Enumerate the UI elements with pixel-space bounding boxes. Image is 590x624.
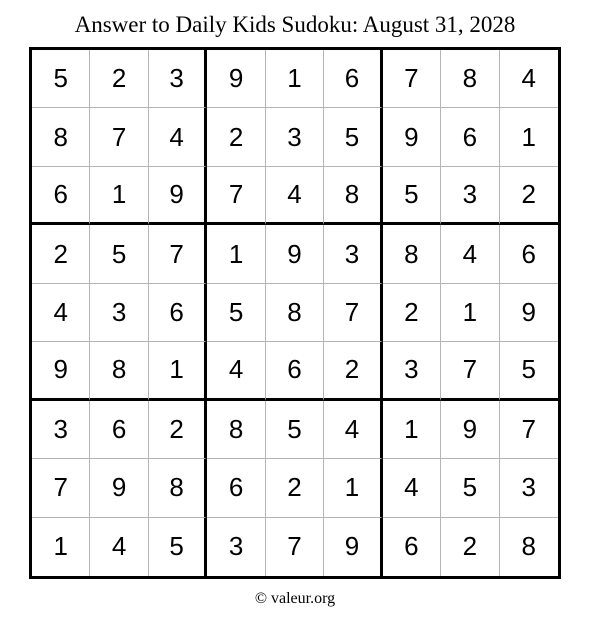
sudoku-cell[interactable]: 1 [500,108,558,166]
sudoku-cell[interactable]: 5 [324,108,382,166]
sudoku-cell[interactable]: 7 [500,401,558,459]
sudoku-cell[interactable]: 5 [500,342,558,400]
sudoku-cell[interactable]: 2 [207,108,265,166]
sudoku-cell[interactable]: 9 [500,284,558,342]
sudoku-cell[interactable]: 3 [383,342,441,400]
sudoku-cell[interactable]: 6 [383,518,441,576]
sudoku-cell[interactable]: 1 [149,342,207,400]
sudoku-cell[interactable]: 5 [32,50,90,108]
sudoku-cell[interactable]: 3 [207,518,265,576]
sudoku-cell[interactable]: 2 [266,459,324,517]
sudoku-cell[interactable]: 3 [500,459,558,517]
sudoku-cell[interactable]: 4 [32,284,90,342]
sudoku-cell[interactable]: 1 [324,459,382,517]
sudoku-cell[interactable]: 6 [500,225,558,283]
sudoku-cell[interactable]: 3 [266,108,324,166]
sudoku-cell[interactable]: 7 [324,284,382,342]
copyright-footer: © valeur.org [254,590,336,607]
sudoku-cell[interactable]: 6 [90,401,148,459]
sudoku-cell[interactable]: 3 [149,50,207,108]
sudoku-cell[interactable]: 6 [207,459,265,517]
sudoku-cell[interactable]: 2 [32,225,90,283]
sudoku-cell[interactable]: 1 [90,167,148,225]
sudoku-cell[interactable]: 9 [207,50,265,108]
sudoku-cell[interactable]: 4 [324,401,382,459]
sudoku-cell[interactable]: 6 [324,50,382,108]
sudoku-cell[interactable]: 2 [500,167,558,225]
sudoku-cell[interactable]: 2 [149,401,207,459]
sudoku-cell[interactable]: 4 [266,167,324,225]
sudoku-cell[interactable]: 5 [90,225,148,283]
sudoku-cell[interactable]: 7 [441,342,499,400]
sudoku-cell[interactable]: 6 [149,284,207,342]
sudoku-cell[interactable]: 5 [149,518,207,576]
sudoku-cell[interactable]: 7 [90,108,148,166]
sudoku-cell[interactable]: 4 [207,342,265,400]
sudoku-board [29,47,561,579]
sudoku-cell[interactable]: 5 [383,167,441,225]
sudoku-cell[interactable]: 2 [441,518,499,576]
sudoku-cell[interactable]: 8 [324,167,382,225]
sudoku-cell[interactable]: 7 [149,225,207,283]
sudoku-cell[interactable]: 8 [90,342,148,400]
sudoku-cell[interactable]: 5 [441,459,499,517]
sudoku-cell[interactable]: 4 [149,108,207,166]
sudoku-cell[interactable]: 2 [324,342,382,400]
sudoku-cell[interactable]: 5 [207,284,265,342]
sudoku-cell[interactable]: 4 [383,459,441,517]
sudoku-cell[interactable]: 2 [383,284,441,342]
sudoku-cell[interactable]: 8 [32,108,90,166]
sudoku-cell[interactable]: 4 [441,225,499,283]
sudoku-cell[interactable]: 9 [32,342,90,400]
sudoku-cell[interactable]: 6 [32,167,90,225]
sudoku-cell[interactable]: 8 [207,401,265,459]
sudoku-cell[interactable]: 8 [441,50,499,108]
sudoku-cell[interactable]: 9 [441,401,499,459]
sudoku-cell[interactable]: 2 [90,50,148,108]
page-title: Answer to Daily Kids Sudoku: August 31, 2028 [74,12,516,37]
sudoku-cell[interactable]: 1 [266,50,324,108]
sudoku-cell[interactable]: 6 [266,342,324,400]
sudoku-cell[interactable]: 9 [266,225,324,283]
sudoku-cell[interactable]: 9 [324,518,382,576]
sudoku-cell[interactable]: 4 [90,518,148,576]
sudoku-cell[interactable]: 4 [500,50,558,108]
sudoku-cell[interactable]: 3 [90,284,148,342]
sudoku-cell[interactable]: 3 [441,167,499,225]
sudoku-cell[interactable]: 9 [149,167,207,225]
sudoku-cell[interactable]: 8 [521,531,536,562]
sudoku-cell[interactable]: 1 [383,401,441,459]
sudoku-cell[interactable]: 5 [266,401,324,459]
sudoku-cell[interactable]: 7 [32,459,90,517]
sudoku-cell[interactable]: 7 [207,167,265,225]
sudoku-cell[interactable]: 1 [207,225,265,283]
sudoku-cell[interactable]: 7 [266,518,324,576]
sudoku-cell[interactable]: 7 [383,50,441,108]
sudoku-cell[interactable]: 3 [324,225,382,283]
sudoku-cell[interactable]: 6 [441,108,499,166]
sudoku-cell[interactable]: 1 [32,518,90,576]
sudoku-cell[interactable]: 8 [149,459,207,517]
sudoku-cell[interactable]: 3 [32,401,90,459]
sudoku-cell[interactable]: 8 [383,225,441,283]
sudoku-cell[interactable]: 8 [266,284,324,342]
sudoku-cell[interactable]: 9 [90,459,148,517]
sudoku-cell[interactable]: 1 [441,284,499,342]
sudoku-cell[interactable]: 9 [383,108,441,166]
